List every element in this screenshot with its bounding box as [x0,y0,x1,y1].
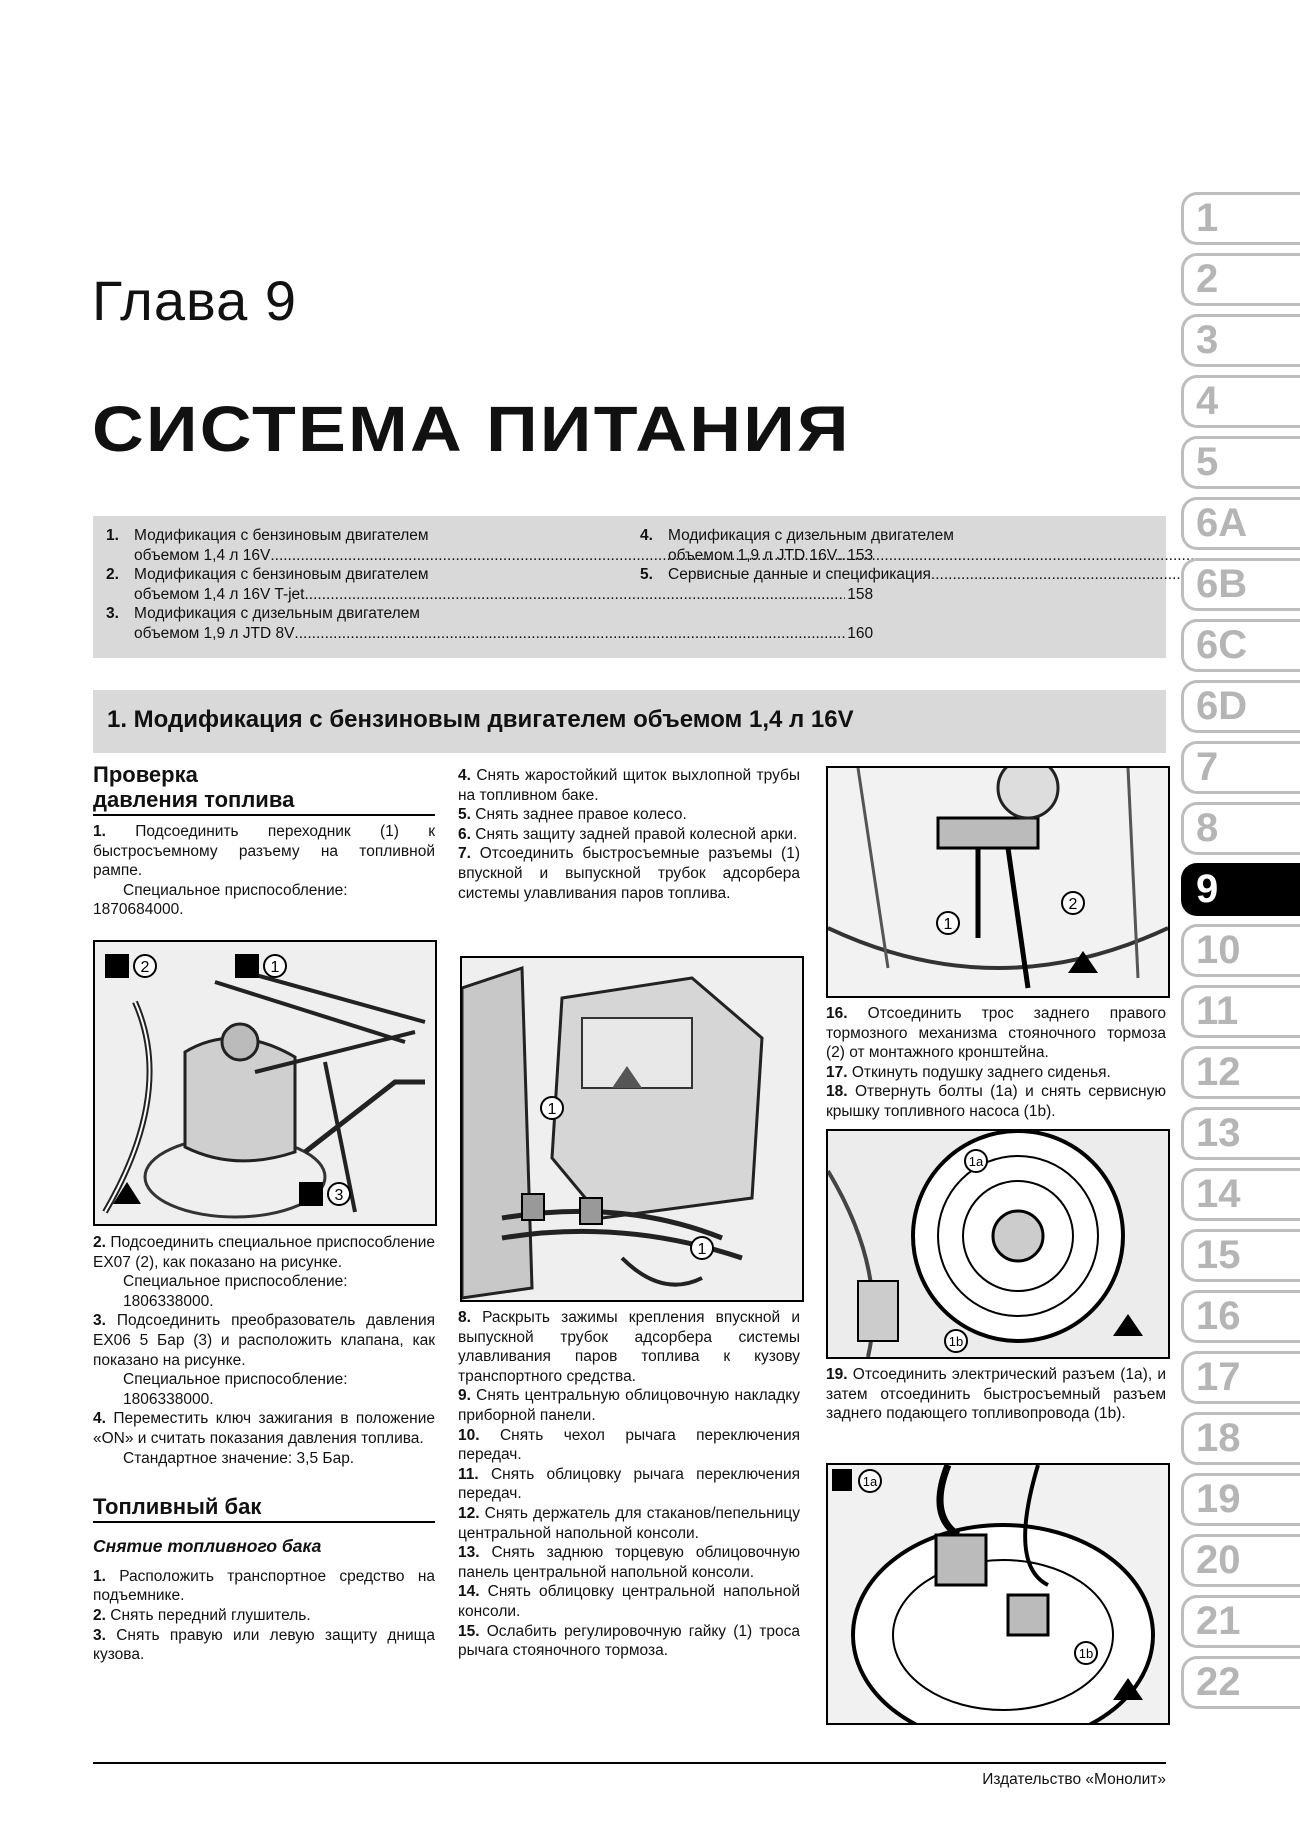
figure-pump-cover [826,1129,1170,1359]
step: 4. Переместить ключ зажигания в положение «ON» и считать показания давления топлива. [93,1410,436,1447]
figure-drawing [828,1131,1168,1357]
figure-drawing [95,942,435,1224]
toc-line: объемом 1,4 л 16V T-jet [134,585,305,603]
step: 13. Снять заднюю торцевую облицовочную панель центральной напольной консоли. [458,1544,800,1581]
subheading: давления топлива [93,787,435,816]
step: 3. Снять правую или левую защиту днища кузова. [93,1626,435,1664]
chapter-tab-label: 8 [1196,806,1219,850]
toc-item[interactable] [640,565,1155,585]
chapter-tab-label: 18 [1196,1416,1241,1460]
chapter-tab-label: 21 [1196,1599,1241,1643]
chapter-tab-18[interactable] [1181,1412,1300,1465]
toc-line: Модификация с дизельным двигателем [668,527,954,544]
text-column-2b [458,1308,800,1661]
note: Специальное приспособление: [123,1273,348,1291]
note: Стандартное значение: 3,5 Бар. [123,1449,355,1467]
callout-label: 1 [697,1241,707,1258]
chapter-tab-11[interactable] [1181,985,1300,1038]
text-column-3 [826,1004,1166,1122]
text-column-2 [458,766,800,903]
chapter-tab-label: 7 [1196,745,1219,789]
callout-label: 2 [1068,896,1078,913]
step: 9. Снять центральную облицовочную накладку приборной панели. [458,1387,800,1424]
section-heading-bar [93,690,1166,753]
step: 16. Отсоединить трос заднего правого тормозного механизма стояночного тормоза (2) от монтажного кронштейна. [826,1005,1166,1062]
step: 19. Отсоединить электрический разъем (1a), и затем отсоединить быстросъемный разъем заднего подающего топливопровода (1b). [826,1366,1167,1423]
callout-label: 1b [948,1334,964,1349]
step: 15. Ослабить регулировочную гайку (1) троса рычага стояночного тормоза. [458,1622,800,1660]
figure-fuel-pressure [93,940,437,1226]
step: 10. Снять чехол рычага переключения передач. [458,1426,800,1464]
step: 3. Подсоединить преобразователь давления EX06 5 Бар (3) и расположить клапана, как показано на рисунке. [93,1312,435,1369]
callout-label: 1 [270,959,280,976]
chapter-tab-1[interactable] [1181,192,1300,245]
chapter-tab-label: 2 [1196,257,1219,301]
toc-page: 160 [847,624,874,642]
callout-label: 2 [140,959,150,976]
chapter-tab-6a[interactable] [1181,497,1300,550]
chapter-tab-7[interactable] [1181,741,1300,794]
toc-line: Модификация с дизельным двигателем [134,605,420,622]
chapter-label: Глава 9 [92,269,297,332]
chapter-tab-10[interactable] [1181,924,1300,977]
chapter-tab-label: 6D [1196,684,1248,728]
figure-drawing [828,768,1168,996]
callout-label: 3 [334,1187,344,1204]
step: 2. Снять передний глушитель. [93,1606,311,1624]
section-heading: 1. Модификация с бензиновым двигателем объемом 1,4 л 16V [107,706,854,733]
toc-line: Модификация с бензиновым двигателем [134,527,429,544]
callout-label: 1a [862,1474,878,1489]
figure-parking-brake [826,766,1170,998]
chapter-tab-label: 20 [1196,1538,1241,1582]
toc-line: Сервисные данные и спецификация [668,566,931,583]
sub-subheading: Снятие топливного бака [93,1536,322,1557]
chapter-tab-4[interactable] [1181,375,1300,428]
step: 17. Откинуть подушку заднего сиденья. [826,1063,1111,1081]
figure-adsorber [460,956,804,1302]
chapter-tab-5[interactable] [1181,436,1300,489]
chapter-tab-22[interactable] [1181,1656,1300,1709]
chapter-tab-6c[interactable] [1181,619,1300,672]
chapter-tab-label: 6A [1196,501,1248,545]
figure-fuel-connector [826,1463,1170,1725]
toc-right-column [640,526,1155,585]
chapter-tab-13[interactable] [1181,1107,1300,1160]
step: 1. Подсоединить переходник (1) к быстросъемному разъему на топливной рампе. [93,823,436,880]
chapter-tab-9[interactable] [1181,863,1300,916]
chapter-title: СИСТЕМА ПИТАНИЯ [92,393,851,465]
chapter-tab-12[interactable] [1181,1046,1300,1099]
note: 1806338000. [123,1292,214,1310]
text-column-1b [93,1233,435,1665]
toc-num: 5. [640,566,653,583]
chapter-tab-label: 16 [1196,1294,1241,1338]
step: 5. Снять заднее правое колесо. [458,806,687,824]
step: 7. Отсоединить быстросъемные разъемы (1) впускной и выпускной трубок адсорбера системы улавливания паров топлива. [458,845,800,902]
chapter-tab-19[interactable] [1181,1473,1300,1526]
step: 12. Снять держатель для стаканов/пепельницу центральной напольной консоли. [458,1504,800,1542]
toc-item[interactable] [640,526,1155,565]
chapter-tab-3[interactable] [1181,314,1300,367]
chapter-tab-14[interactable] [1181,1168,1300,1221]
toc-line: Модификация с бензиновым двигателем [134,566,429,583]
note: Специальное приспособление: [123,1371,348,1389]
chapter-tab-8[interactable] [1181,802,1300,855]
step: 1. Расположить транспортное средство на подъемнике. [93,1567,436,1605]
callout-label: 1 [943,916,953,933]
chapter-tab-20[interactable] [1181,1534,1300,1587]
table-of-contents [93,516,1166,658]
callout-label: 1b [1078,1646,1094,1661]
toc-num: 3. [106,605,119,622]
chapter-tab-label: 14 [1196,1172,1241,1216]
toc-page: 158 [847,585,874,603]
toc-item[interactable] [106,604,874,643]
chapter-tab-label: 3 [1196,318,1219,362]
text-column-3b [826,1365,1166,1424]
wrench-icon [299,1182,323,1206]
note: 1806338000. [123,1390,214,1408]
step: 11. Снять облицовку рычага переключения передач. [458,1465,800,1503]
subheading: Проверка [93,762,198,787]
chapter-tab-label: 13 [1196,1111,1241,1155]
chapter-tab-6b[interactable] [1181,558,1300,611]
electric-icon [832,1469,852,1491]
callout-label: 1a [968,1154,984,1169]
wrench-icon [105,954,129,978]
step: 8. Раскрыть зажимы крепления впускной и выпускной трубок адсорбера системы улавливания паров топлива к кузову транспортного средства. [458,1309,800,1385]
chapter-tab-label: 4 [1196,379,1219,423]
chapter-tab-label: 22 [1196,1660,1241,1704]
chapter-tab-label: 12 [1196,1050,1241,1094]
step: 4. Снять жаростойкий щиток выхлопной трубы на топливном баке. [458,767,801,804]
subheading: Топливный бак [93,1494,435,1523]
toc-num: 1. [106,527,119,544]
toc-page: 153 [847,546,874,564]
toc-line: объемом 1,4 л 16V [134,546,271,564]
step: 18. Отвернуть болты (1a) и снять сервисную крышку топливного насоса (1b). [826,1083,1166,1120]
toc-line: объемом 1,9 л JTD 8V [134,624,295,642]
chapter-tab-label: 9 [1196,867,1219,911]
chapter-tab-17[interactable] [1181,1351,1300,1404]
figure-drawing [828,1465,1168,1723]
chapter-tab-label: 6B [1196,562,1248,606]
wrench-icon [235,954,259,978]
chapter-tab-label: 5 [1196,440,1219,484]
chapter-tab-2[interactable] [1181,253,1300,306]
chapter-tab-label: 17 [1196,1355,1241,1399]
callout-label: 1 [547,1101,557,1118]
chapter-tab-label: 1 [1196,196,1219,240]
chapter-tab-16[interactable] [1181,1290,1300,1343]
step: 2. Подсоединить специальное приспособление EX07 (2), как показано на рисунке. [93,1234,435,1271]
step: 6. Снять защиту задней правой колесной арки. [458,825,798,843]
chapter-tab-label: 11 [1196,989,1239,1033]
toc-num: 4. [640,527,653,544]
chapter-tab-label: 10 [1196,928,1241,972]
footer-rule [93,1762,1166,1764]
chapter-tab-6d[interactable] [1181,680,1300,733]
chapter-tabs [1181,192,1300,1717]
figure-drawing [462,958,802,1300]
note: 1870684000. [93,901,184,919]
toc-num: 2. [106,566,119,583]
publisher-footer: Издательство «Монолит» [982,1771,1166,1788]
chapter-tab-label: 15 [1196,1233,1241,1277]
chapter-tab-label: 6C [1196,623,1248,667]
note: Специальное приспособление: [123,881,348,899]
step: 14. Снять облицовку центральной напольной консоли. [458,1583,800,1620]
chapter-tab-15[interactable] [1181,1229,1300,1282]
chapter-tab-21[interactable] [1181,1595,1300,1648]
chapter-tab-label: 19 [1196,1477,1241,1521]
text-column-1 [93,762,435,920]
toc-line: объемом 1,9 л JTD 16V [668,546,838,564]
